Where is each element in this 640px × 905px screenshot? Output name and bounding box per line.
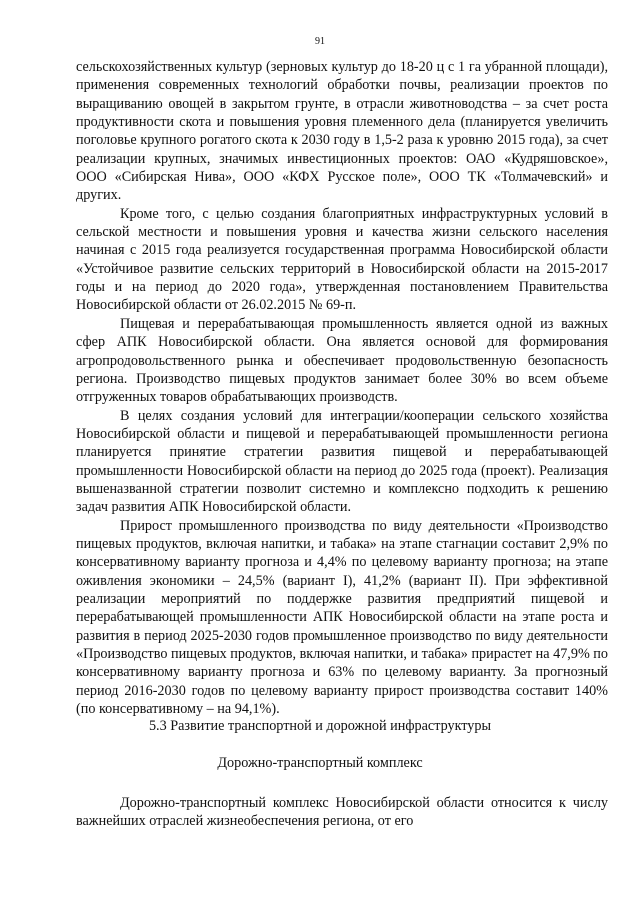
paragraph-3: Пищевая и перерабатывающая промышленность является одной из важных сфер АПК Новосибирской области. Она является основой для формирования агропродовольственного рынка и обеспечивает продовольственную безопасность региона. Производство пищевых продуктов занимает более 30% во всем объеме отгруженных товаров обрабатывающих производств. [76,315,608,406]
subheading: Дорожно-транспортный комплекс [217,755,423,771]
page-number: 91 [315,36,325,47]
paragraph-2: Кроме того, с целью создания благоприятных инфраструктурных условий в сельской местности и повышения уровня и качества жизни сельского населения начиная с 2015 года реализуется государственная программа Новосибирской области «Устойчивое развитие сельских территорий в Новосибирской области на 2015-2017 годы и на период до 2020 года», утвержденная постановлением Правительства Новосибирской области от 26.02.2015 № 69-п. [76,205,608,314]
paragraph-6: Дорожно-транспортный комплекс Новосибирской области относится к числу важнейших отраслей жизнеобеспечения региона, от его [76,795,608,830]
section-heading: 5.3 Развитие транспортной и дорожной инфраструктуры [148,718,492,734]
closing-text [76,794,608,831]
paragraph-5: Прирост промышленного производства по виду деятельности «Производство пищевых продуктов, включая напитки, и табака» на этапе стагнации составит 2,9% по консервативному варианту прогноза и 4,4% по целевому варианту прогноза; на этапе оживления экономики – 24,5% (вариант I), 41,2% (вариант II). При эффективной реализации мероприятий по поддержке развития предприятий пищевой и перерабатывающей промышленности АПК Новосибирской области на этапе роста и развития в период 2025-2030 годов промышленное производство по виду деятельности «Производство пищевых продуктов, включая напитки, и табака» прирастет на 47,9% по консервативному варианту прогноза и 63% по целевому варианту. За прогнозный период 2016-2030 годов по целевому варианту прирост производства составит 140% (по консервативному – на 94,1%). [76,517,608,718]
body-text [76,58,608,718]
paragraph-1: сельскохозяйственных культур (зерновых культур до 18-20 ц с 1 га убранной площади), применения современных технологий обработки почвы, реализации проектов по выращиванию овощей в закрытом грунте, в отрасли животноводства – за счет роста продуктивности скота и повышения уровня племенного дела (планируется увеличить поголовье крупного рогатого скота к 2030 году в 1,5-2 раза к уровню 2015 года), за счет реализации крупных, значимых инвестиционных проектов: ОАО «Кудряшовское», ООО «Сибирская Нива», ООО «КФХ Русское поле», ООО ТК «Толмачевский» и других. [76,59,608,204]
paragraph-4: В целях создания условий для интеграции/кооперации сельского хозяйства Новосибирской области и пищевой и перерабатывающей промышленности региона планируется принятие стратегии развития пищевой и перерабатывающей промышленности Новосибирской области на период до 2025 года (проект). Реализация вышеназванной стратегии позволит системно и комплексно подходить к решению задач развития АПК Новосибирской области. [76,407,608,516]
